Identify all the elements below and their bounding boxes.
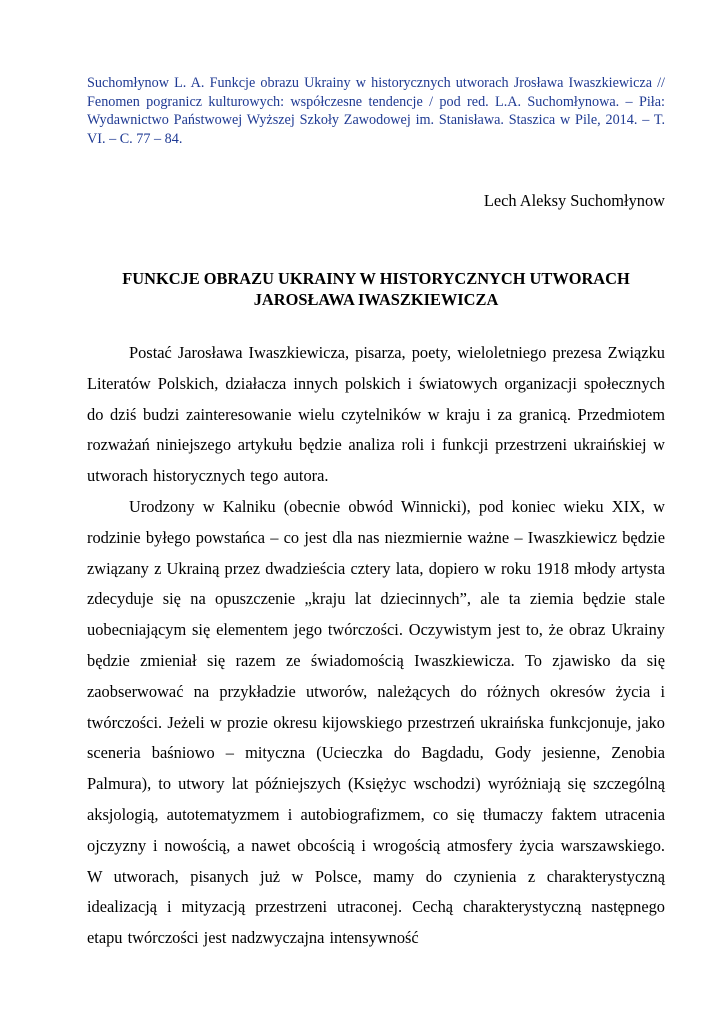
paragraph-1: Postać Jarosława Iwaszkiewicza, pisarza, poety, wieloletniego prezesa Związku Literatów Polskich, działacza innych polskich i światowych organizacji społecznych do dziś budzi zainteresowanie wielu czytelników w kraju i za granicą. Przedmiotem rozważań niniejszego artykułu będzie analiza roli i funkcji przestrzeni ukraińskiej w utworach historycznych tego autora.: [87, 343, 665, 486]
title-line-1: FUNKCJE OBRAZU UKRAINY W HISTORYCZNYCH UTWORACH: [122, 269, 630, 288]
paragraph-2: Urodzony w Kalniku (obecnie obwód Winnicki), pod koniec wieku XIX, w rodzinie byłego powstańca – co jest dla nas niezmiernie ważne – Iwaszkiewicz będzie związany z Ukrainą przez dwadzieścia cztery lata, dopiero w roku 1918 młody artysta zdecyduje się na opuszczenie „kraju lat dziecinnych”, ale ta ziemia będzie stale uobecniającym się elementem jego twórczości. Oczywistym jest to, że obraz Ukrainy będzie zmieniał się razem ze świadomością Iwaszkiewicza. To zjawisko da się zaobserwować na przykładzie utworów, należących do różnych okresów życia i twórczości. Jeżeli w prozie okresu kijowskiego przestrzeń ukraińska funkcjonuje, jako sceneria baśniowo – mityczna (Ucieczka do Bagdadu, Gody jesienne, Zenobia Palmura), to utwory lat późniejszych (Księżyc wschodzi) wyróżniają się szczególną aksjologią, autotematyzmem i autobiografizmem, co się tłumaczy faktem utracenia ojczyzny i nowością, a nawet obcością i wrogością atmosfery życia warszawskiego. W utworach, pisanych już w Polsce, mamy do czynienia z charakterystyczną idealizacją i mityzacją przestrzeni utraconej. Cechą charakterystyczną następnego etapu twórczości jest nadzwyczajna intensywność: [87, 496, 665, 948]
title-line-2: JAROSŁAWA IWASZKIEWICZA: [253, 290, 499, 309]
article-body: [87, 338, 665, 954]
author-name: Lech Aleksy Suchomłynow: [483, 191, 665, 210]
citation-reference: Suchomłynow L. A. Funkcje obrazu Ukrainy w historycznych utworach Jrosława Iwaszkiewicza // Fenomen pogranicz kulturowych: współczesne tendencje / pod red. L.A. Suchomłynowa. – Piła: Wydawnictwo Państwowej Wyższej Szkoły Zawodowej im. Stanisława. Staszica w Pile, 2014. – T. VI. – C. 77 – 84.: [87, 75, 665, 147]
article-title: [87, 268, 665, 310]
